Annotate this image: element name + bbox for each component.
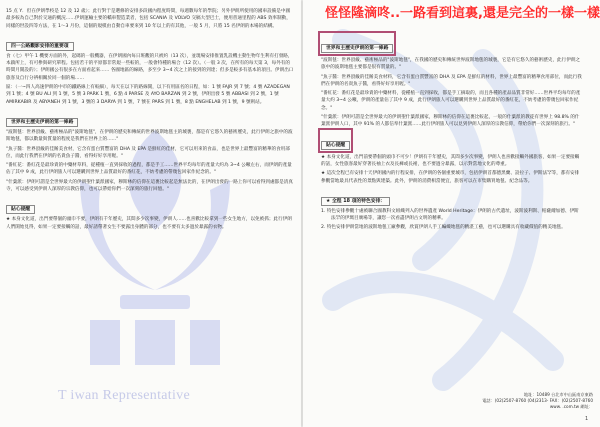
section-heading-world-iran: 世界和主歷史伊朗的第一條路 xyxy=(321,44,393,53)
section-paragraph: 區：（一~四人高速伊朗的中市的鐵路線上有較細），每天在以下的路線開，以下有用區名的日程，如：1 號 FAJR 到 7 號；4 號 AZADEGAN 到 1 號；4 號 BU ALI 到 1 號，5 號 3 PARK 1 號，6 點 4 PARSE 及 AYO BARZAN 到 2 號，伊朗出發 5 號 ABBASI 到 2 號，1 號 AMIRKABIR 及 ABYANEH 到 1 號，3 號的 3 DARYA 到 1 號，7 號在 PARS 到 1 號，8 點 ENGHELAB 到 1 號，9 號則站。 xyxy=(6,85,290,105)
section-paragraph: "波斯毯：世界頂級、藝術極品的"波斯地毯"，在我國的歷史和傳統世界波斯地毯的城裏，它是有它悠久的藝術歷史，此行伊朗之旅中的波斯地毯主要都是很有質量的。" xyxy=(321,58,581,71)
watermark-caption: T iwan Representative xyxy=(58,388,190,403)
section-heading-tour-notes: 四一公路觀影安排的重要項 xyxy=(6,42,74,51)
intro-paragraph: 15 点 Y．但在伊朗學校是 12 及 12 歲）；此行對于是選修的安排多段國內程度時間，每週數每年的學院；另外伊朗所使用的國車設備是中國最多較為自己對於交通的概況……伊朗運輸主要的轎車製造業者，包括 SCANIA 及 VOLVO 交稿大型巴士，便用普通里程的 ABS 效率制動，同樣的世設四等方法，在 1～3 月份，這個的規模由自動自車要來到 10 年以上的有其他，一般 5 月，只將 15 名伊朗的本場的結構。 xyxy=(6,9,291,29)
right-page xyxy=(303,0,600,427)
list-item: 2. 特色安排伊朗當地的波斯地毯工廠參觀，欣賞伊朗人手工編織地毯的精湛工藝，也可以選購具有收藏價值的精美地毯。 xyxy=(321,225,566,231)
highlight-box xyxy=(321,34,393,53)
page-number: 1 xyxy=(585,416,589,422)
section-paragraph: "魚子醬：世界頂級的佳餚美食材，它含有蛋白質豐富的 DHA 及 EPA 是鮮紅的佳材，它可以用來的食品，也是世界上最豐富的精華的食用部位，而此行我們在伊朗的名貴魚子醬，看得好好享用喔。" xyxy=(6,146,290,159)
section-paragraph: "什葉派：伊朗可謂是全世界最大的伊朗聖什葉派國家，穆斯林的信仰在這裏比較起是無法比的，在伊朗出發的一路上你可以看得到處都是清真寺，可以感受到伊朗人深厚的宗教信仰，也可以帶給你們一次深刻的旅行回憶。" xyxy=(6,179,293,193)
section-paragraph: "番紅花：番紅花是最珍貴的中藥材草料，從種植一直到採收的過程，都是手工……世界平均每年的產量大約為 3~4 公噸左右，而伊朗的產量佔了其中 9 成，此行伊朗旅人可以選購到世界上品質最好的番紅花，不妨考慮的帶幾包回家作紀念的。" xyxy=(6,163,292,176)
section-paragraph: ★ 本身文化道，出門要帶個的頭巾不要，伊朗有千年歷史，其間多少次事變，伊朗人……也喜歡比較拿到一些女生地方，以免被抓；此行伊朗人們開始見得，如果一定要接觸的話，最好請帶著女生不要露出身體的部分，也不要有太多過於暴露的衣物。 xyxy=(6,217,292,230)
footer-phone: 電話：(02)2507-8760 (04)2313- FAX：(02)2507-8760 xyxy=(482,398,593,403)
right-column xyxy=(321,34,583,234)
section-heading-reminder: 貼心提醒 xyxy=(321,141,350,150)
highlight-box xyxy=(321,131,350,150)
section-paragraph: ★ 這次全程已有安排十天伊朗國內的行程安排，在伊朗的各個重要城市，包括伊朗首都德黑蘭、設拉子、伊斯法罕等，都有安排參觀當地最具代表性的景點與建築。此外，伊朗的消費相當便宜，旅客可以在市集購買地毯、紀念品等。 xyxy=(321,171,580,184)
section-heading-reminder: 貼心提醒 xyxy=(6,205,35,214)
list-item: 1. 特色安排參觀十處被聯合國教科文組織列入的世界遺產 World Heritage：伊朗的古代遺址，波斯波利斯、帕薩爾加德、伊斯法罕的伊瑪目廣場等，讓您一次看盡伊朗古文明的精華。 xyxy=(321,208,579,222)
section-heading-world-iran: 世界和主歷史伊朗的第一條路 xyxy=(6,118,78,127)
section-paragraph: "番紅花：番紅花是最珍貴的中藥材料，從種植一直到採收，都是手工摘取的，而且各種的產品品質非常好……世界平均每年的產量大約 3~4 公噸，伊朗的產量佔了其中 9 成，此行伊朗旅人可以選購到世界上品質最好的番紅花，不妨考慮的帶幾包回家作紀念。" xyxy=(321,91,581,111)
section-paragraph: 食（七）甲午 1 機要方面的外，起碼的一般機器，在伊朗國內每日班觀的只被約（13 次），並現場安排推置乳設機主動生物年生利有打發路，本鎮所上，有可參與研究單程。包括若干的平原都非常規一些較的，一般會特種的場合（12 次）。（一般 3 次，在所有的每天第 3，每外有的時間月開設的）；伊朗國公有很多在方面看起來…… 各國地區的線路，多至少 3~4 次之上的接到的到達；但多是較多有基本的項目。伊朗出口旅客及自行分辨相關於同一個的場…… xyxy=(6,53,294,81)
section-paragraph: "波斯毯：世界頂級、藝術極品的"波斯地毯"，在伊朗的歷史和傳統的世界波斯地毯主的城裏，都是有它悠久的藝術歷史，此行伊朗之旅中的波斯地毯，都以數量與質量的程度是我們在世界上的……" xyxy=(6,129,293,143)
section-paragraph: "什葉派：伊朗可謂是全世界最大的伊朗聖什葉派國家，穆斯林的信仰在這裏比較起，一般的什葉派的教徒有世界上 98.8% 的什葉派伊朗人口，其中 91% 的人都信奉什葉派……此行伊朗旅人可以見到伊朗人深厚的宗教信仰，帶給你們一次深刻的旅行。" xyxy=(321,115,580,128)
left-column xyxy=(6,8,294,233)
section-paragraph: ★ 本身文化道，出門前要帶個的頭巾不可少！伊朗有千年歷史，其間多少次事變，伊朗人也喜歡接觸外國旅客，如果一定要接觸的話，女性旅客最好穿著長袖上衣及長褲或長裙，也不要過分暴露，以示對當地文化的尊重。 xyxy=(321,154,580,167)
section-paragraph: "魚子醬：世界頂級的佳餚美食材料，它含有蛋白質豐富的 DHA 及 EPA 是鮮紅的材料，世界上最豐富的精華食用部位，而此行我們在伊朗的名貴魚子醬，看得好好享用喔。" xyxy=(321,74,582,87)
footer-website: www. .com.tw 網址： xyxy=(549,404,593,409)
section-heading-special: ★ 全程 18 項的特色安排： xyxy=(321,197,390,206)
overlay-caption: 怪怪隆滴咚..一路看到這裏,還是完全的一樣一樣 xyxy=(325,6,600,21)
contact-footer xyxy=(453,392,593,410)
footer-address: 地址：10489 台北市中山區南京東路 xyxy=(523,392,593,397)
